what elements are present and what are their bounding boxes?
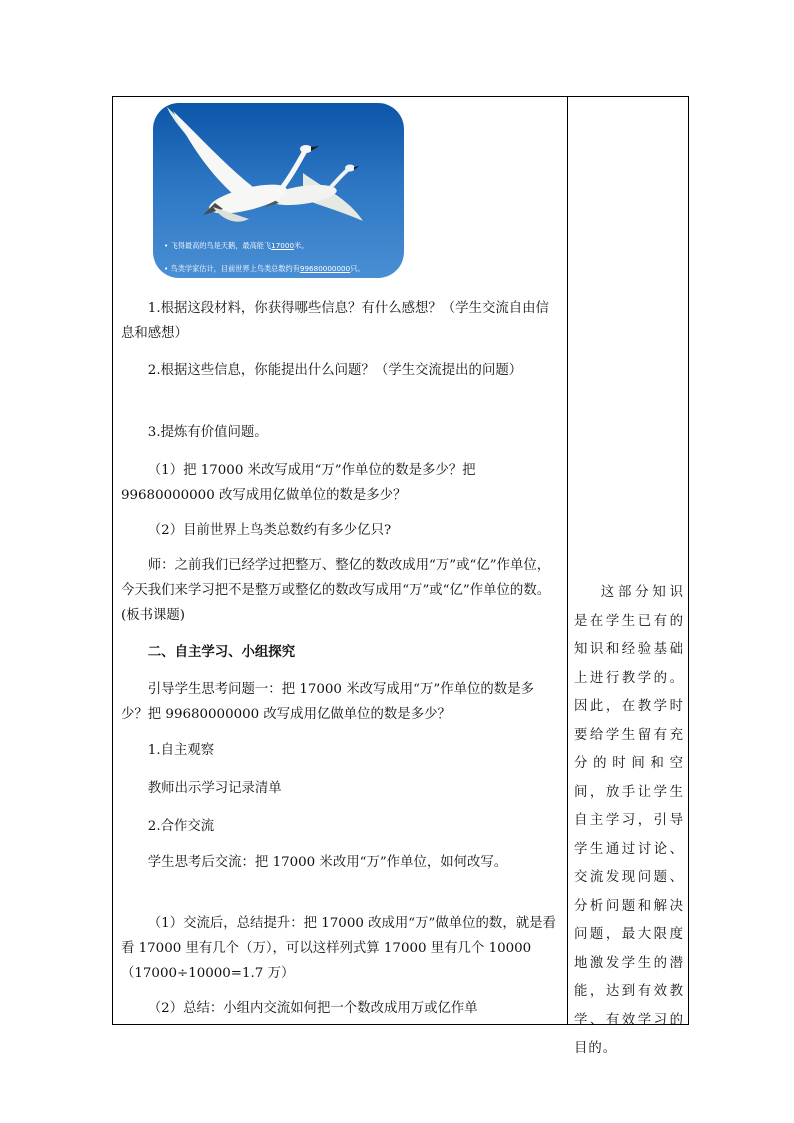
- photo-caption-2: • 鸟类学家估计，目前世界上鸟类总数约有99680000000只。: [164, 264, 365, 273]
- teacher-remark: 师：之前我们已经学过把整万、整亿的数改成用“万”或“亿”作单位，今天我们来学习把不是整万或整亿的数改写成用“万”或“亿”作单位的数。(板书课题): [121, 558, 551, 623]
- step-2: 2.合作交流: [147, 819, 215, 834]
- main-content-cell: [113, 97, 567, 1024]
- guide-question: 引导学生思考问题一：把 17000 米改写成用“万”作单位的数是多少？把 99680000000 改写成用亿做单位的数是多少？: [121, 682, 534, 722]
- summary-2: （2）总结：小组内交流如何把一个数改成用万或亿作单: [147, 1001, 478, 1016]
- step-1-detail: 教师出示学习记录清单: [147, 781, 282, 796]
- side-note-cell: [568, 97, 688, 1056]
- question-3-1: （1）把 17000 米改写成用“万”作单位的数是多少？把 99680000000 改写成用亿做单位的数是多少？: [121, 463, 476, 503]
- swan-photo: [153, 103, 404, 278]
- section-2-heading: 二、自主学习、小组探究: [147, 644, 296, 660]
- question-1: 1.根据这段材料，你获得哪些信息？有什么感想？（学生交流自由信息和感想）: [121, 301, 549, 341]
- step-1: 1.自主观察: [147, 743, 215, 758]
- summary-1: （1）交流后，总结提升：把 17000 改成用“万”做单位的数，就是看看 17000 里有几个（万），可以这样列式算 17000 里有几个 10000（17000÷10000=1.7 万）: [121, 916, 556, 981]
- question-2: 2.根据这些信息，你能提出什么问题？（学生交流提出的问题）: [147, 363, 523, 378]
- question-3-2: （2）目前世界上鸟类总数约有多少亿只?: [147, 523, 392, 538]
- question-3: 3.提炼有价值问题。: [147, 425, 268, 440]
- swans-illustration: [153, 103, 404, 278]
- step-2-detail: 学生思考后交流：把 17000 米改用“万”作单位，如何改写。: [147, 855, 508, 870]
- photo-caption-1: • 飞得最高的鸟是天鹅，最高能飞17000米。: [164, 241, 309, 250]
- design-intent-note: 这部分知识是在学生已有的知识和经验基础上进行教学的。因此，在教学时要给学生留有充分的时间和空间，放手让学生自主学习，引导学生通过讨论、交流发现问题、分析问题和解决问题，最大限度地激发学生的潜能，达到有效教学、有效学习的目的。: [574, 585, 684, 1056]
